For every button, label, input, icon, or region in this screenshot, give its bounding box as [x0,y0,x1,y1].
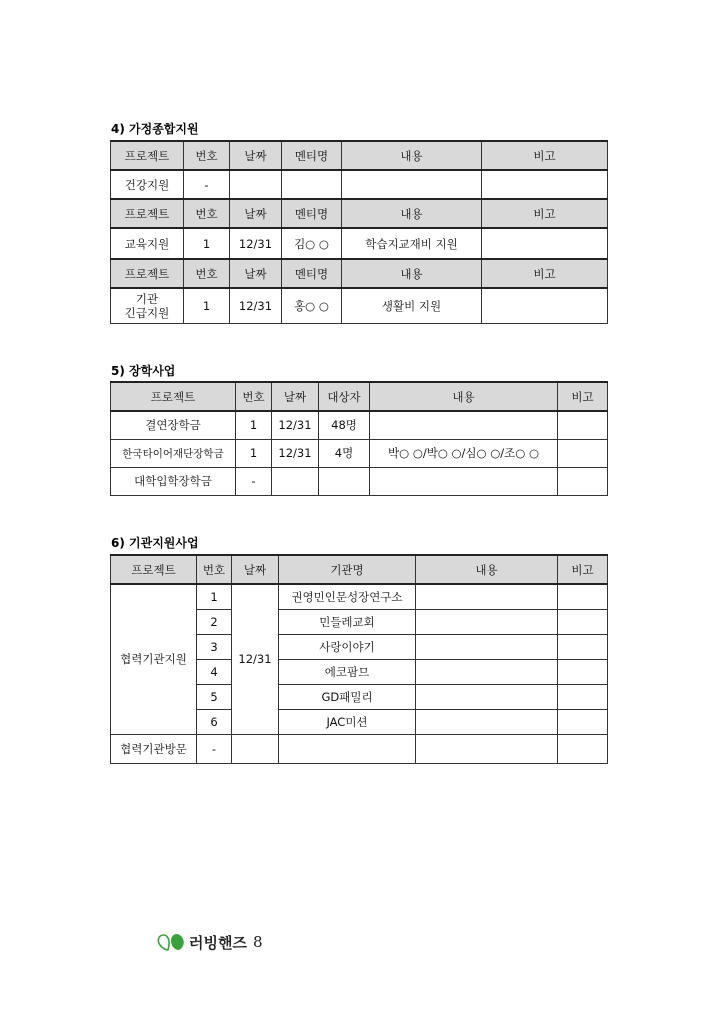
table-row [111,439,608,467]
project-line: 기관 [135,291,159,306]
header-cell: 대상자 [319,382,370,411]
header-cell: 날짜 [272,382,319,411]
target-cell: 48명 [319,411,370,439]
content-cell [416,634,558,659]
section-4-title: 4) 가정종합지원 [111,122,199,136]
content-cell [416,734,558,763]
scholarship-table [110,381,608,496]
institution-support-table [110,554,608,764]
table-header-row [111,555,608,584]
header-cell: 내용 [342,141,482,170]
org-cell: 사랑이야기 [279,634,416,659]
org-cell: JAC미션 [279,709,416,734]
table-header-row [111,259,608,288]
content-cell [370,467,558,495]
note-cell [558,467,608,495]
header-cell: 비고 [482,259,608,288]
table-header-row [111,199,608,228]
date-cell: 12/31 [272,411,319,439]
header-cell: 날짜 [232,555,279,584]
footer [156,930,263,954]
date-cell: 12/31 [272,439,319,467]
section-5-title: 5) 장학사업 [111,364,176,378]
org-cell: 권영민인문성장연구소 [279,584,416,609]
mentee-cell: 홍○ ○ [282,288,342,323]
header-cell: 번호 [184,199,230,228]
project-cell [111,288,184,323]
target-cell [319,467,370,495]
header-cell: 내용 [342,199,482,228]
header-cell: 프로젝트 [111,259,184,288]
number-cell: 6 [197,709,232,734]
content-cell [416,609,558,634]
note-cell [482,170,608,199]
section-6-title: 6) 기관지원사업 [111,536,199,550]
content-cell: 학습지교재비 지원 [342,228,482,259]
org-cell: GD패밀리 [279,684,416,709]
project-cell: 교육지원 [111,228,184,259]
header-cell: 프로젝트 [111,199,184,228]
project-cell: 결연장학금 [111,411,236,439]
header-cell: 번호 [184,259,230,288]
family-support-table [110,140,608,324]
note-cell [558,584,608,609]
number-cell: 1 [197,584,232,609]
content-cell [416,659,558,684]
content-cell [342,170,482,199]
table-row [111,467,608,495]
project-cell: 대학입학장학금 [111,467,236,495]
org-cell: 민들레교회 [279,609,416,634]
note-cell [558,634,608,659]
number-cell: 5 [197,684,232,709]
header-cell: 내용 [342,259,482,288]
org-cell [279,734,416,763]
header-cell: 비고 [558,382,608,411]
date-cell: 12/31 [230,228,282,259]
target-cell: 4명 [319,439,370,467]
number-cell: 2 [197,609,232,634]
project-cell: 한국타이어재단장학금 [111,439,236,467]
table-row [111,288,608,323]
number-cell: 4 [197,659,232,684]
org-cell: 에코팜므 [279,659,416,684]
note-cell [558,609,608,634]
header-cell: 비고 [482,141,608,170]
project-cell: 건강지원 [111,170,184,199]
header-cell: 날짜 [230,199,282,228]
header-cell: 번호 [184,141,230,170]
number-cell: 1 [236,439,272,467]
header-cell: 번호 [236,382,272,411]
hands-logo-icon [156,932,186,952]
header-cell: 멘티명 [282,141,342,170]
table-row [111,584,608,609]
header-cell: 비고 [558,555,608,584]
date-cell [232,734,279,763]
mentee-cell [282,170,342,199]
table-row [111,411,608,439]
note-cell [482,228,608,259]
mentee-cell: 김○ ○ [282,228,342,259]
logo-text: 러빙핸즈 [189,933,247,952]
content-cell [416,709,558,734]
date-cell [230,170,282,199]
page-number: 8 [252,933,263,951]
number-cell: 1 [184,228,230,259]
table-row [111,734,608,763]
header-cell: 번호 [197,555,232,584]
header-cell: 기관명 [279,555,416,584]
number-cell: - [236,467,272,495]
content-cell [416,584,558,609]
header-cell: 내용 [416,555,558,584]
content-cell [370,411,558,439]
note-cell [558,709,608,734]
table-header-row [111,382,608,411]
number-cell: - [197,734,232,763]
header-cell: 내용 [370,382,558,411]
date-cell [272,467,319,495]
note-cell [558,659,608,684]
header-cell: 프로젝트 [111,555,197,584]
header-cell: 멘티명 [282,199,342,228]
header-cell: 날짜 [230,259,282,288]
number-cell: 1 [236,411,272,439]
content-cell: 생활비 지원 [342,288,482,323]
note-cell [558,684,608,709]
table-row [111,170,608,199]
header-cell: 날짜 [230,141,282,170]
content-cell [416,684,558,709]
date-cell: 12/31 [230,288,282,323]
number-cell: - [184,170,230,199]
header-cell: 프로젝트 [111,382,236,411]
header-cell: 멘티명 [282,259,342,288]
table-header-row [111,141,608,170]
note-cell [558,411,608,439]
number-cell: 3 [197,634,232,659]
note-cell [482,288,608,323]
project-cell: 협력기관지원 [111,584,197,734]
number-cell: 1 [184,288,230,323]
table-row [111,228,608,259]
note-cell [558,734,608,763]
header-cell: 비고 [482,199,608,228]
content-cell: 박○ ○/박○ ○/심○ ○/조○ ○ [370,439,558,467]
date-cell: 12/31 [232,584,279,734]
note-cell [558,439,608,467]
project-cell: 협력기관방문 [111,734,197,763]
project-line: 긴급지원 [124,305,170,320]
header-cell: 프로젝트 [111,141,184,170]
